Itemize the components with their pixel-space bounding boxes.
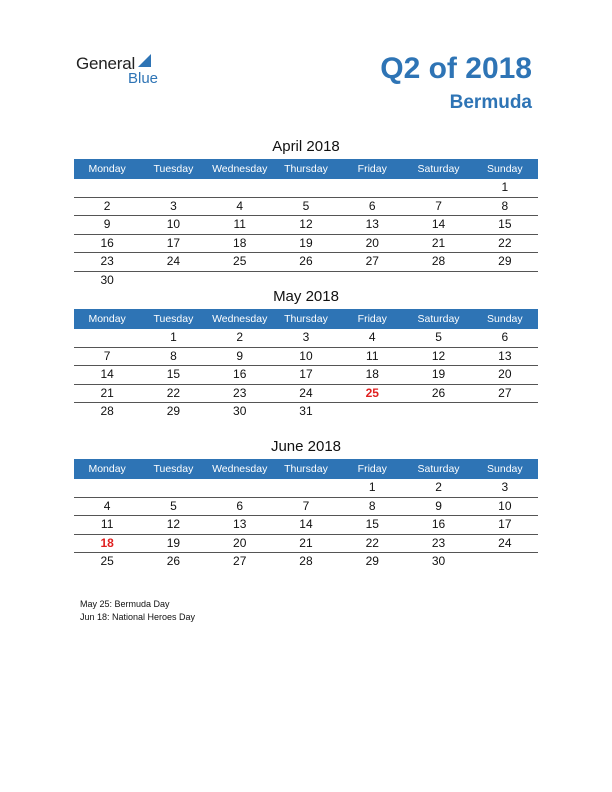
- day-cell: 23: [233, 385, 247, 400]
- weekday-label: Saturday: [417, 313, 460, 325]
- empty-day-cell: [472, 553, 538, 571]
- day-cell: 24: [498, 535, 512, 550]
- week-row: [74, 535, 538, 554]
- weekday-label: Friday: [357, 163, 387, 175]
- day-cell: 26: [299, 254, 313, 268]
- day-cell: 18: [100, 535, 114, 550]
- weekday-label: Monday: [88, 463, 126, 475]
- holiday-note: Jun 18: National Heroes Day: [80, 612, 196, 622]
- day-cell: 9: [435, 498, 442, 513]
- month-april: [74, 137, 538, 289]
- day-cell: 29: [498, 254, 512, 268]
- day-cell: 3: [501, 480, 509, 494]
- day-cell: 19: [431, 367, 446, 381]
- day-cell: 10: [166, 217, 181, 231]
- day-cell: 7: [103, 348, 111, 363]
- weekday-label: Sunday: [487, 313, 523, 325]
- month-title: May 2018: [273, 288, 339, 305]
- weekday-label: Thursday: [284, 163, 328, 175]
- weekday-label: Tuesday: [153, 163, 194, 175]
- logo-general-text: General: [76, 54, 136, 73]
- day-cell: 8: [170, 348, 177, 363]
- weekday-label: Monday: [88, 163, 126, 175]
- day-cell: 26: [166, 554, 181, 568]
- weekday-label: Tuesday: [153, 463, 194, 475]
- day-cell: 16: [100, 235, 114, 250]
- day-cell: 30: [233, 404, 247, 418]
- day-cell: 1: [170, 330, 177, 344]
- empty-day-cell: [339, 403, 405, 421]
- holiday-notes: [80, 598, 195, 624]
- day-cell: 20: [365, 235, 379, 250]
- week-row: [74, 403, 538, 421]
- empty-day-cell: [140, 479, 206, 497]
- day-cell: 24: [166, 254, 181, 268]
- weekday-label: Wednesday: [212, 463, 268, 475]
- day-cell: 13: [498, 348, 512, 363]
- day-cell: 25: [233, 254, 247, 268]
- logo-blue-text: Blue: [128, 70, 159, 87]
- day-cell: 28: [431, 254, 446, 268]
- day-cell: 3: [170, 198, 177, 213]
- weekday-label: Thursday: [284, 313, 328, 325]
- page-title: Q2 of 2018: [380, 52, 532, 85]
- empty-day-cell: [273, 479, 339, 497]
- day-cell: 9: [236, 348, 244, 363]
- day-cell: 3: [302, 330, 310, 344]
- day-cell: 27: [498, 385, 512, 400]
- empty-day-cell: [74, 479, 140, 497]
- empty-day-cell: [140, 179, 206, 197]
- day-cell: 15: [365, 517, 379, 531]
- day-cell: 11: [366, 348, 379, 363]
- day-cell: 4: [103, 498, 111, 513]
- weekday-label: Saturday: [417, 163, 460, 175]
- day-cell: 14: [100, 367, 114, 381]
- day-cell: 28: [100, 404, 114, 418]
- day-cell: 16: [431, 517, 446, 531]
- month-title: April 2018: [272, 138, 340, 155]
- day-cell: 11: [233, 217, 246, 231]
- logo-triangle-icon: [138, 54, 151, 67]
- day-cell: 22: [365, 535, 379, 550]
- day-cell: 30: [100, 272, 114, 287]
- day-cell: 8: [368, 498, 376, 513]
- day-cell: 19: [299, 235, 313, 250]
- day-cell: 14: [299, 517, 313, 531]
- day-cell: 21: [299, 535, 313, 550]
- month-title: June 2018: [270, 438, 342, 455]
- empty-day-cell: [207, 479, 273, 497]
- day-cell: 31: [299, 404, 313, 418]
- day-cell: 25: [365, 385, 379, 400]
- empty-day-cell: [472, 403, 538, 421]
- day-cell: 15: [498, 217, 512, 231]
- month-june: [74, 437, 538, 571]
- day-cell: 22: [166, 385, 181, 400]
- logo: [76, 52, 186, 88]
- weekday-header: [74, 159, 538, 179]
- weekday-header: [74, 309, 538, 329]
- day-cell: 5: [435, 330, 442, 344]
- empty-day-cell: [339, 179, 405, 197]
- day-cell: 14: [431, 217, 446, 231]
- week-row: [74, 385, 538, 404]
- day-cell: 18: [233, 235, 247, 250]
- week-row: [74, 498, 538, 517]
- day-cell: 21: [100, 385, 114, 400]
- day-cell: 16: [233, 367, 247, 381]
- day-cell: 17: [498, 517, 512, 531]
- day-cell: 12: [299, 217, 313, 231]
- weekday-label: Tuesday: [153, 313, 194, 325]
- week-row: [74, 253, 538, 272]
- day-cell: 22: [498, 235, 512, 250]
- week-row: [74, 198, 538, 217]
- day-cell: 5: [302, 198, 310, 213]
- day-cell: 27: [233, 554, 247, 568]
- day-cell: 17: [299, 367, 313, 381]
- day-cell: 25: [100, 554, 114, 568]
- weekday-label: Thursday: [284, 463, 328, 475]
- day-cell: 7: [435, 198, 442, 213]
- holiday-note: May 25: Bermuda Day: [80, 599, 170, 609]
- week-row: [74, 479, 538, 498]
- day-cell: 28: [299, 554, 313, 568]
- week-row: [74, 553, 538, 571]
- day-cell: 2: [236, 330, 244, 344]
- weekday-label: Wednesday: [212, 163, 268, 175]
- day-cell: 23: [431, 535, 446, 550]
- empty-day-cell: [207, 179, 273, 197]
- day-cell: 23: [100, 254, 114, 268]
- week-row: [74, 179, 538, 198]
- empty-day-cell: [405, 403, 471, 421]
- day-cell: 24: [299, 385, 313, 400]
- day-cell: 2: [435, 480, 442, 494]
- day-cell: 4: [368, 330, 376, 344]
- week-row: [74, 516, 538, 535]
- week-row: [74, 329, 538, 348]
- day-cell: 18: [365, 367, 379, 381]
- day-cell: 21: [431, 235, 446, 250]
- week-row: [74, 366, 538, 385]
- day-cell: 5: [170, 498, 177, 513]
- weekday-label: Sunday: [487, 463, 523, 475]
- region-title: Bermuda: [449, 92, 532, 113]
- week-row: [74, 348, 538, 367]
- empty-day-cell: [405, 179, 471, 197]
- week-row: [74, 235, 538, 254]
- day-cell: 10: [498, 498, 512, 513]
- day-cell: 30: [431, 554, 446, 568]
- weekday-label: Sunday: [487, 163, 523, 175]
- week-row: [74, 216, 538, 235]
- day-cell: 7: [302, 498, 310, 513]
- day-cell: 8: [501, 198, 509, 213]
- day-cell: 2: [103, 198, 111, 213]
- day-cell: 1: [501, 180, 509, 194]
- day-cell: 15: [166, 367, 181, 381]
- day-cell: 12: [166, 517, 181, 531]
- day-cell: 29: [365, 554, 379, 568]
- day-cell: 6: [501, 330, 509, 344]
- weekday-label: Wednesday: [212, 313, 268, 325]
- empty-day-cell: [74, 329, 140, 347]
- day-cell: 4: [236, 198, 244, 213]
- day-cell: 20: [498, 367, 512, 381]
- day-cell: 20: [233, 535, 247, 550]
- weekday-header: [74, 459, 538, 479]
- month-may: [74, 287, 538, 421]
- day-cell: 12: [431, 348, 446, 363]
- weekday-label: Monday: [88, 313, 126, 325]
- day-cell: 17: [166, 235, 181, 250]
- empty-day-cell: [74, 179, 140, 197]
- day-cell: 6: [236, 498, 244, 513]
- weekday-label: Friday: [357, 463, 387, 475]
- day-cell: 6: [368, 198, 376, 213]
- weekday-label: Friday: [357, 313, 387, 325]
- day-cell: 27: [365, 254, 379, 268]
- day-cell: 9: [103, 217, 111, 231]
- empty-day-cell: [273, 179, 339, 197]
- day-cell: 26: [431, 385, 446, 400]
- day-cell: 29: [166, 404, 181, 418]
- day-cell: 10: [299, 348, 313, 363]
- weekday-label: Saturday: [417, 463, 460, 475]
- day-cell: 13: [233, 517, 247, 531]
- day-cell: 13: [365, 217, 379, 231]
- day-cell: 11: [100, 517, 114, 531]
- day-cell: 19: [166, 535, 181, 550]
- day-cell: 1: [368, 480, 376, 494]
